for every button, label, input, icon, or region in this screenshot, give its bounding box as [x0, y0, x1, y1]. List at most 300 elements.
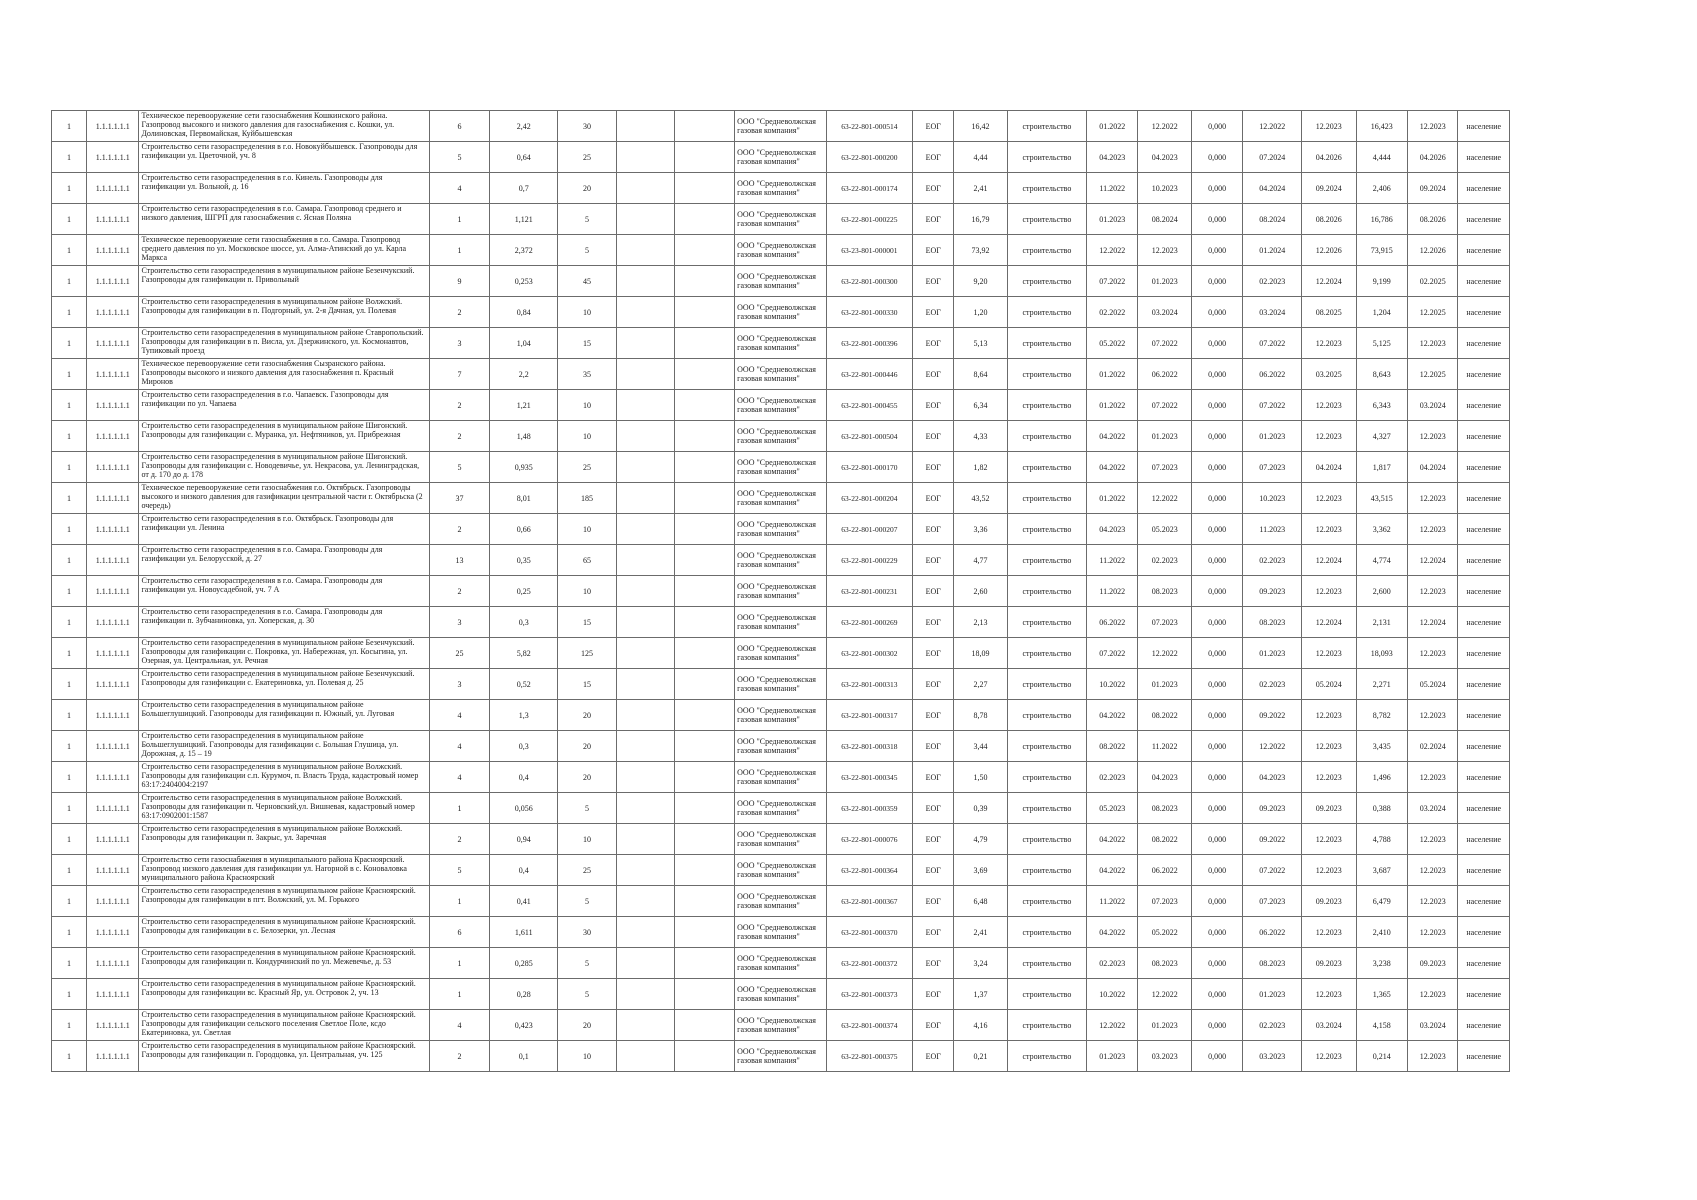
start-date-cell: 12.2022 [1087, 1010, 1138, 1041]
commissioning-date-cell: 12.2023 [1408, 886, 1458, 917]
row-number-cell: 1 [52, 979, 87, 1010]
item-code-cell: 1.1.1.1.1.1 [86, 607, 138, 638]
item-code-cell: 1.1.1.1.1.1 [86, 514, 138, 545]
table-row [52, 762, 1510, 793]
quantity-cell: 1 [429, 235, 490, 266]
cost-cell: 2,27 [954, 669, 1008, 700]
empty-cell [675, 917, 735, 948]
capacity-cell: 10 [558, 297, 617, 328]
category-cell: население [1458, 111, 1510, 142]
design-end-date-cell: 08.2023 [1138, 948, 1192, 979]
work-type-cell: строительство [1007, 793, 1086, 824]
construction-end-cell: 12.2023 [1302, 638, 1357, 669]
work-type-cell: строительство [1007, 142, 1086, 173]
construction-end-cell: 04.2026 [1302, 142, 1357, 173]
length-cell: 1,611 [490, 917, 558, 948]
project-description-cell: Строительство сети газораспределения в муниципальном районе Красноярский. Газопроводы для газификации п. Кондурчинский по ул. Межевечье, д. 53 [139, 948, 429, 979]
start-date-cell: 05.2022 [1087, 328, 1138, 359]
empty-cell [675, 359, 735, 390]
project-code-cell: 63-22-801-000345 [826, 762, 912, 793]
cost-cell: 73,92 [954, 235, 1008, 266]
start-date-cell: 04.2022 [1087, 855, 1138, 886]
value-cell: 0,000 [1191, 545, 1242, 576]
capacity-cell: 20 [558, 762, 617, 793]
cost-cell: 1,82 [954, 452, 1008, 483]
row-number-cell: 1 [52, 1010, 87, 1041]
start-date-cell: 05.2023 [1087, 793, 1138, 824]
project-description-cell: Строительство сети газораспределения в г.о. Самара. Газопровод среднего и низкого давления, ШГРП для газоснабжения с. Ясная Поляна [139, 204, 429, 235]
funding-source-cell: ЕОГ [913, 1010, 954, 1041]
construction-start-cell: 01.2024 [1243, 235, 1302, 266]
work-type-cell: строительство [1007, 1041, 1086, 1072]
commissioning-date-cell: 12.2023 [1408, 824, 1458, 855]
design-end-date-cell: 07.2023 [1138, 452, 1192, 483]
design-end-date-cell: 05.2023 [1138, 514, 1192, 545]
quantity-cell: 2 [429, 824, 490, 855]
commissioning-date-cell: 12.2023 [1408, 576, 1458, 607]
construction-end-cell: 12.2023 [1302, 855, 1357, 886]
category-cell: население [1458, 638, 1510, 669]
design-end-date-cell: 02.2023 [1138, 545, 1192, 576]
design-end-date-cell: 08.2024 [1138, 204, 1192, 235]
row-number-cell: 1 [52, 111, 87, 142]
empty-cell [616, 359, 675, 390]
project-description-cell: Строительство сети газораспределения в г.о. Чапаевск. Газопроводы для газификации по ул. Чапаева [139, 390, 429, 421]
total-cost-cell: 8,782 [1356, 700, 1407, 731]
start-date-cell: 10.2022 [1087, 669, 1138, 700]
construction-end-cell: 12.2023 [1302, 731, 1357, 762]
cost-cell: 6,48 [954, 886, 1008, 917]
design-end-date-cell: 10.2023 [1138, 173, 1192, 204]
item-code-cell: 1.1.1.1.1.1 [86, 576, 138, 607]
empty-cell [616, 700, 675, 731]
project-description-cell: Строительство сети газораспределения в муниципальном районе Красноярский. Газопроводы для газификации вс. Красный Яр, ул. Островок 2, уч. 13 [139, 979, 429, 1010]
table-row [52, 886, 1510, 917]
quantity-cell: 1 [429, 793, 490, 824]
cost-cell: 8,78 [954, 700, 1008, 731]
project-code-cell: 63-22-801-000367 [826, 886, 912, 917]
organization-cell: ООО "Средневолжская газовая компания" [735, 762, 827, 793]
capacity-cell: 30 [558, 111, 617, 142]
organization-cell: ООО "Средневолжская газовая компания" [735, 452, 827, 483]
empty-cell [616, 731, 675, 762]
work-type-cell: строительство [1007, 700, 1086, 731]
project-description-cell: Строительство сети газораспределения в г.о. Самара. Газопроводы для газификации ул. Белорусской, д. 27 [139, 545, 429, 576]
work-type-cell: строительство [1007, 235, 1086, 266]
construction-start-cell: 09.2022 [1243, 700, 1302, 731]
construction-start-cell: 09.2023 [1243, 576, 1302, 607]
cost-cell: 3,69 [954, 855, 1008, 886]
cost-cell: 3,24 [954, 948, 1008, 979]
design-end-date-cell: 07.2022 [1138, 328, 1192, 359]
construction-start-cell: 07.2022 [1243, 855, 1302, 886]
work-type-cell: строительство [1007, 855, 1086, 886]
start-date-cell: 02.2023 [1087, 762, 1138, 793]
construction-end-cell: 12.2023 [1302, 917, 1357, 948]
value-cell: 0,000 [1191, 917, 1242, 948]
work-type-cell: строительство [1007, 824, 1086, 855]
cost-cell: 4,33 [954, 421, 1008, 452]
capacity-cell: 5 [558, 204, 617, 235]
row-number-cell: 1 [52, 173, 87, 204]
project-code-cell: 63-22-801-000318 [826, 731, 912, 762]
commissioning-date-cell: 09.2023 [1408, 948, 1458, 979]
start-date-cell: 04.2023 [1087, 142, 1138, 173]
length-cell: 1,121 [490, 204, 558, 235]
capacity-cell: 35 [558, 359, 617, 390]
quantity-cell: 1 [429, 204, 490, 235]
item-code-cell: 1.1.1.1.1.1 [86, 359, 138, 390]
quantity-cell: 5 [429, 142, 490, 173]
row-number-cell: 1 [52, 1041, 87, 1072]
table-row [52, 1041, 1510, 1072]
category-cell: население [1458, 855, 1510, 886]
item-code-cell: 1.1.1.1.1.1 [86, 328, 138, 359]
commissioning-date-cell: 12.2026 [1408, 235, 1458, 266]
category-cell: население [1458, 917, 1510, 948]
funding-source-cell: ЕОГ [913, 390, 954, 421]
commissioning-date-cell: 12.2023 [1408, 328, 1458, 359]
row-number-cell: 1 [52, 204, 87, 235]
construction-end-cell: 12.2024 [1302, 545, 1357, 576]
start-date-cell: 04.2022 [1087, 917, 1138, 948]
category-cell: население [1458, 483, 1510, 514]
capacity-cell: 20 [558, 700, 617, 731]
project-description-cell: Строительство сети газораспределения в муниципальном районе Большеглушицкий. Газопроводы для газификации п. Южный, ул. Луговая [139, 700, 429, 731]
capacity-cell: 125 [558, 638, 617, 669]
project-code-cell: 63-22-801-000269 [826, 607, 912, 638]
design-end-date-cell: 07.2023 [1138, 886, 1192, 917]
work-type-cell: строительство [1007, 669, 1086, 700]
quantity-cell: 7 [429, 359, 490, 390]
work-type-cell: строительство [1007, 266, 1086, 297]
table-row [52, 204, 1510, 235]
commissioning-date-cell: 02.2024 [1408, 731, 1458, 762]
project-code-cell: 63-22-801-000229 [826, 545, 912, 576]
capacity-cell: 15 [558, 328, 617, 359]
organization-cell: ООО "Средневолжская газовая компания" [735, 607, 827, 638]
value-cell: 0,000 [1191, 390, 1242, 421]
empty-cell [616, 762, 675, 793]
table-row [52, 142, 1510, 173]
length-cell: 0,25 [490, 576, 558, 607]
work-type-cell: строительство [1007, 607, 1086, 638]
total-cost-cell: 16,423 [1356, 111, 1407, 142]
category-cell: население [1458, 576, 1510, 607]
start-date-cell: 02.2023 [1087, 948, 1138, 979]
empty-cell [616, 390, 675, 421]
table-row [52, 1010, 1510, 1041]
value-cell: 0,000 [1191, 948, 1242, 979]
empty-cell [675, 204, 735, 235]
project-description-cell: Строительство сети газораспределения в муниципальном районе Безенчукский. Газопроводы для газификации с. Покровка, ул. Набережная, ул. Косыгина, ул. Озерная, ул. Центральная, ул. Речная [139, 638, 429, 669]
length-cell: 0,66 [490, 514, 558, 545]
empty-cell [616, 855, 675, 886]
empty-cell [616, 669, 675, 700]
construction-start-cell: 02.2023 [1243, 669, 1302, 700]
length-cell: 0,935 [490, 452, 558, 483]
cost-cell: 0,21 [954, 1041, 1008, 1072]
total-cost-cell: 2,271 [1356, 669, 1407, 700]
funding-source-cell: ЕОГ [913, 173, 954, 204]
table-row [52, 545, 1510, 576]
construction-end-cell: 12.2024 [1302, 266, 1357, 297]
quantity-cell: 2 [429, 1041, 490, 1072]
value-cell: 0,000 [1191, 1010, 1242, 1041]
empty-cell [675, 328, 735, 359]
project-description-cell: Строительство сети газораспределения в муниципальном районе Шигонский. Газопроводы для газификации с. Муранка, ул. Нефтяников, ул. Прибрежная [139, 421, 429, 452]
construction-end-cell: 08.2026 [1302, 204, 1357, 235]
construction-end-cell: 09.2023 [1302, 948, 1357, 979]
quantity-cell: 1 [429, 979, 490, 1010]
capacity-cell: 15 [558, 669, 617, 700]
empty-cell [675, 1010, 735, 1041]
construction-end-cell: 12.2023 [1302, 1041, 1357, 1072]
funding-source-cell: ЕОГ [913, 917, 954, 948]
empty-cell [675, 297, 735, 328]
row-number-cell: 1 [52, 266, 87, 297]
organization-cell: ООО "Средневолжская газовая компания" [735, 421, 827, 452]
project-code-cell: 63-22-801-000374 [826, 1010, 912, 1041]
value-cell: 0,000 [1191, 452, 1242, 483]
empty-cell [675, 824, 735, 855]
row-number-cell: 1 [52, 638, 87, 669]
quantity-cell: 13 [429, 545, 490, 576]
commissioning-date-cell: 12.2023 [1408, 483, 1458, 514]
cost-cell: 4,44 [954, 142, 1008, 173]
empty-cell [616, 204, 675, 235]
project-description-cell: Строительство сети газораспределения в муниципальном районе Красноярский. Газопроводы для газификации п. Городцовка, ул. Центральная, уч. 125 [139, 1041, 429, 1072]
category-cell: население [1458, 886, 1510, 917]
value-cell: 0,000 [1191, 421, 1242, 452]
cost-cell: 43,52 [954, 483, 1008, 514]
start-date-cell: 11.2022 [1087, 576, 1138, 607]
category-cell: население [1458, 173, 1510, 204]
project-description-cell: Строительство сети газораспределения в муниципальном районе Ставропольский. Газопроводы для газификации в п. Висла, ул. Дзержинского, ул. Космонавтов, Тупиковый проезд [139, 328, 429, 359]
work-type-cell: строительство [1007, 421, 1086, 452]
project-code-cell: 63-22-801-000359 [826, 793, 912, 824]
project-code-cell: 63-22-801-000330 [826, 297, 912, 328]
table-row [52, 421, 1510, 452]
organization-cell: ООО "Средневолжская газовая компания" [735, 1010, 827, 1041]
cost-cell: 2,41 [954, 917, 1008, 948]
organization-cell: ООО "Средневолжская газовая компания" [735, 669, 827, 700]
project-code-cell: 63-22-801-000504 [826, 421, 912, 452]
project-description-cell: Строительство сети газораспределения в муниципальном районе Безенчукский. Газопроводы для газификации п. Привольный [139, 266, 429, 297]
organization-cell: ООО "Средневолжская газовая компания" [735, 1041, 827, 1072]
commissioning-date-cell: 05.2024 [1408, 669, 1458, 700]
work-type-cell: строительство [1007, 576, 1086, 607]
commissioning-date-cell: 12.2025 [1408, 359, 1458, 390]
item-code-cell: 1.1.1.1.1.1 [86, 824, 138, 855]
total-cost-cell: 4,774 [1356, 545, 1407, 576]
cost-cell: 9,20 [954, 266, 1008, 297]
quantity-cell: 4 [429, 731, 490, 762]
design-end-date-cell: 04.2023 [1138, 142, 1192, 173]
work-type-cell: строительство [1007, 638, 1086, 669]
start-date-cell: 01.2023 [1087, 204, 1138, 235]
length-cell: 0,4 [490, 762, 558, 793]
total-cost-cell: 0,214 [1356, 1041, 1407, 1072]
category-cell: население [1458, 669, 1510, 700]
category-cell: население [1458, 328, 1510, 359]
quantity-cell: 6 [429, 111, 490, 142]
funding-source-cell: ЕОГ [913, 111, 954, 142]
value-cell: 0,000 [1191, 111, 1242, 142]
empty-cell [675, 1041, 735, 1072]
item-code-cell: 1.1.1.1.1.1 [86, 948, 138, 979]
commissioning-date-cell: 03.2024 [1408, 1010, 1458, 1041]
project-description-cell: Строительство сети газораспределения в муниципальном районе Красноярский. Газопроводы для газификации в с. Белозерки, ул. Лесная [139, 917, 429, 948]
total-cost-cell: 3,362 [1356, 514, 1407, 545]
work-type-cell: строительство [1007, 917, 1086, 948]
commissioning-date-cell: 12.2023 [1408, 917, 1458, 948]
design-end-date-cell: 01.2023 [1138, 421, 1192, 452]
commissioning-date-cell: 02.2025 [1408, 266, 1458, 297]
quantity-cell: 3 [429, 669, 490, 700]
item-code-cell: 1.1.1.1.1.1 [86, 855, 138, 886]
value-cell: 0,000 [1191, 328, 1242, 359]
table-row [52, 576, 1510, 607]
design-end-date-cell: 12.2022 [1138, 111, 1192, 142]
project-code-cell: 63-23-801-000001 [826, 235, 912, 266]
start-date-cell: 04.2022 [1087, 421, 1138, 452]
quantity-cell: 37 [429, 483, 490, 514]
item-code-cell: 1.1.1.1.1.1 [86, 638, 138, 669]
value-cell: 0,000 [1191, 514, 1242, 545]
value-cell: 0,000 [1191, 979, 1242, 1010]
commissioning-date-cell: 12.2024 [1408, 607, 1458, 638]
item-code-cell: 1.1.1.1.1.1 [86, 297, 138, 328]
capacity-cell: 20 [558, 1010, 617, 1041]
capacity-cell: 5 [558, 979, 617, 1010]
empty-cell [675, 235, 735, 266]
investment-table [51, 110, 1510, 1072]
quantity-cell: 5 [429, 452, 490, 483]
total-cost-cell: 8,643 [1356, 359, 1407, 390]
row-number-cell: 1 [52, 793, 87, 824]
commissioning-date-cell: 08.2026 [1408, 204, 1458, 235]
quantity-cell: 4 [429, 1010, 490, 1041]
value-cell: 0,000 [1191, 359, 1242, 390]
quantity-cell: 2 [429, 297, 490, 328]
project-description-cell: Строительство сети газоснабжения в муниципального района Красноярский. Газопровод низкого давления для газификации ул. Нагорной в с. Коноваловка муниципального района Красноярский [139, 855, 429, 886]
value-cell: 0,000 [1191, 1041, 1242, 1072]
cost-cell: 0,39 [954, 793, 1008, 824]
project-description-cell: Строительство сети газораспределения в муниципальном районе Волжский. Газопроводы для газификации п. Закрыс, ул. Заречная [139, 824, 429, 855]
quantity-cell: 5 [429, 855, 490, 886]
category-cell: население [1458, 421, 1510, 452]
length-cell: 0,253 [490, 266, 558, 297]
category-cell: население [1458, 297, 1510, 328]
length-cell: 0,41 [490, 886, 558, 917]
cost-cell: 4,79 [954, 824, 1008, 855]
table-row [52, 328, 1510, 359]
category-cell: население [1458, 266, 1510, 297]
project-code-cell: 63-22-801-000170 [826, 452, 912, 483]
project-code-cell: 63-22-801-000313 [826, 669, 912, 700]
construction-start-cell: 04.2024 [1243, 173, 1302, 204]
value-cell: 0,000 [1191, 638, 1242, 669]
item-code-cell: 1.1.1.1.1.1 [86, 142, 138, 173]
work-type-cell: строительство [1007, 452, 1086, 483]
row-number-cell: 1 [52, 297, 87, 328]
work-type-cell: строительство [1007, 1010, 1086, 1041]
quantity-cell: 1 [429, 948, 490, 979]
construction-start-cell: 09.2022 [1243, 824, 1302, 855]
design-end-date-cell: 06.2022 [1138, 359, 1192, 390]
total-cost-cell: 4,788 [1356, 824, 1407, 855]
cost-cell: 5,13 [954, 328, 1008, 359]
row-number-cell: 1 [52, 452, 87, 483]
start-date-cell: 11.2022 [1087, 886, 1138, 917]
empty-cell [675, 793, 735, 824]
organization-cell: ООО "Средневолжская газовая компания" [735, 235, 827, 266]
work-type-cell: строительство [1007, 390, 1086, 421]
construction-start-cell: 08.2023 [1243, 607, 1302, 638]
funding-source-cell: ЕОГ [913, 700, 954, 731]
row-number-cell: 1 [52, 142, 87, 173]
empty-cell [616, 917, 675, 948]
empty-cell [675, 669, 735, 700]
project-code-cell: 63-22-801-000225 [826, 204, 912, 235]
start-date-cell: 12.2022 [1087, 235, 1138, 266]
project-code-cell: 63-22-801-000200 [826, 142, 912, 173]
cost-cell: 6,34 [954, 390, 1008, 421]
design-end-date-cell: 07.2023 [1138, 607, 1192, 638]
empty-cell [675, 855, 735, 886]
start-date-cell: 01.2023 [1087, 1041, 1138, 1072]
empty-cell [616, 607, 675, 638]
table-row [52, 111, 1510, 142]
empty-cell [675, 700, 735, 731]
quantity-cell: 4 [429, 173, 490, 204]
row-number-cell: 1 [52, 886, 87, 917]
commissioning-date-cell: 12.2023 [1408, 111, 1458, 142]
capacity-cell: 30 [558, 917, 617, 948]
empty-cell [616, 111, 675, 142]
work-type-cell: строительство [1007, 886, 1086, 917]
funding-source-cell: ЕОГ [913, 204, 954, 235]
row-number-cell: 1 [52, 700, 87, 731]
start-date-cell: 11.2022 [1087, 173, 1138, 204]
empty-cell [616, 638, 675, 669]
project-description-cell: Строительство сети газораспределения в муниципальном районе Красноярский. Газопроводы для газификации сельского поселения Светлое Поле, ксдо Екатериновка, ул. Светлая [139, 1010, 429, 1041]
cost-cell: 1,20 [954, 297, 1008, 328]
project-description-cell: Техническое перевооружение сети газоснабжения Кошкинского района. Газопровод высокого и низкого давления для газоснабжения с. Кошки, ул. Долиновская, Первомайская, Куйбышевская [139, 111, 429, 142]
empty-cell [675, 979, 735, 1010]
commissioning-date-cell: 12.2023 [1408, 514, 1458, 545]
organization-cell: ООО "Средневолжская газовая компания" [735, 204, 827, 235]
construction-start-cell: 02.2023 [1243, 1010, 1302, 1041]
empty-cell [675, 421, 735, 452]
quantity-cell: 4 [429, 700, 490, 731]
item-code-cell: 1.1.1.1.1.1 [86, 917, 138, 948]
start-date-cell: 01.2022 [1087, 483, 1138, 514]
funding-source-cell: ЕОГ [913, 545, 954, 576]
organization-cell: ООО "Средневолжская газовая компания" [735, 948, 827, 979]
item-code-cell: 1.1.1.1.1.1 [86, 452, 138, 483]
project-description-cell: Строительство сети газораспределения в г.о. Самара. Газопроводы для газификации ул. Новоусадебной, уч. 7 А [139, 576, 429, 607]
construction-end-cell: 05.2024 [1302, 669, 1357, 700]
organization-cell: ООО "Средневолжская газовая компания" [735, 390, 827, 421]
total-cost-cell: 2,410 [1356, 917, 1407, 948]
construction-end-cell: 12.2023 [1302, 390, 1357, 421]
cost-cell: 2,41 [954, 173, 1008, 204]
row-number-cell: 1 [52, 328, 87, 359]
empty-cell [675, 142, 735, 173]
construction-start-cell: 07.2023 [1243, 886, 1302, 917]
